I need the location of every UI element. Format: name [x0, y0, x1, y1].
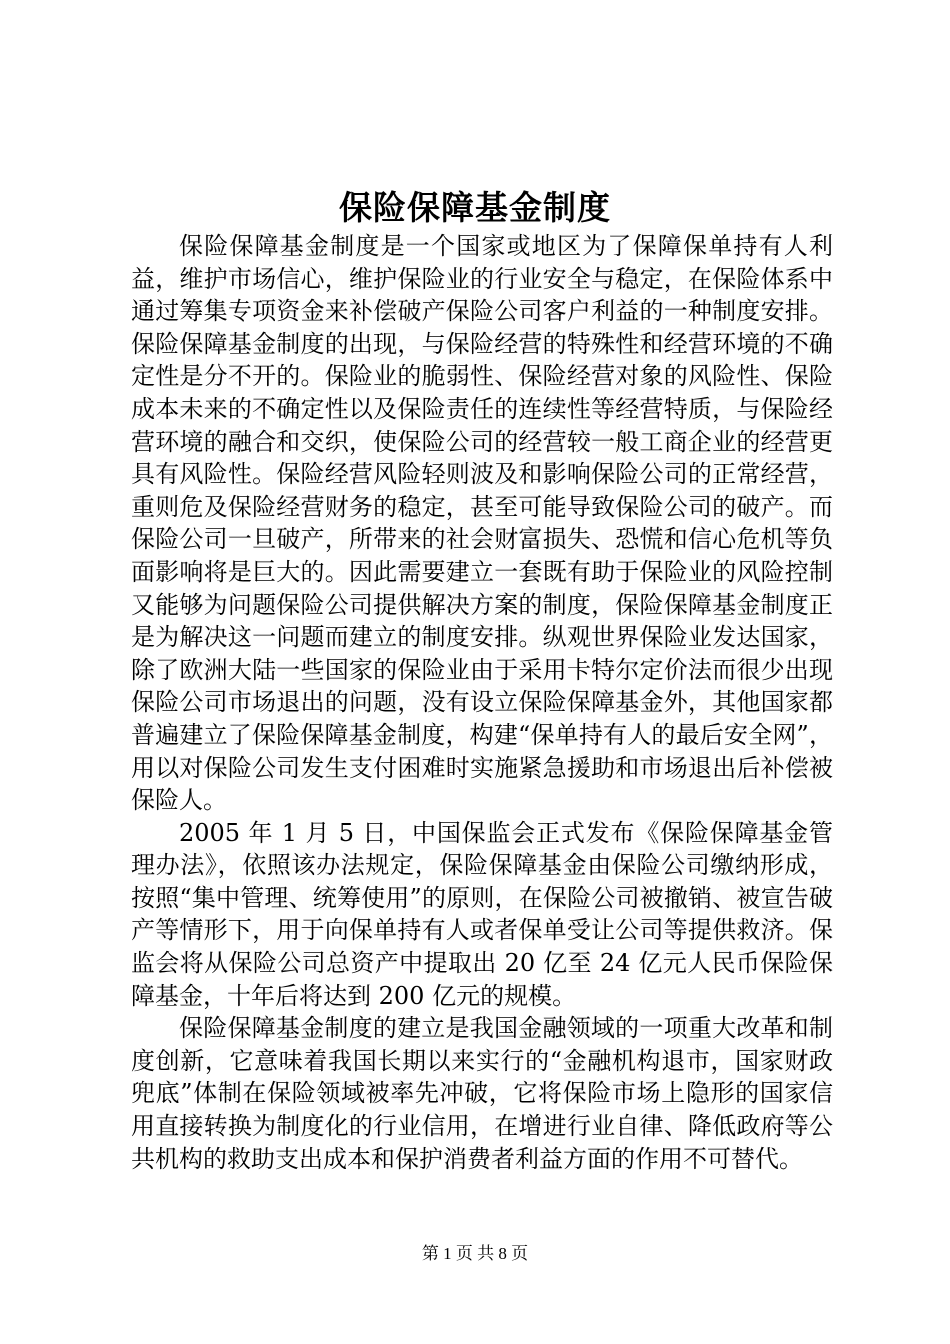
paragraph-2: 2005 年 1 月 5 日，中国保监会正式发布《保险保障基金管理办法》，依照该办法规定，保险保障基金由保险公司缴纳形成，按照“集中管理、统筹使用”的原则，在保险公司被撤销、被宣告破产等情形下，用于向保单持有人或者保单受让公司等提供救济。保监会将从保险公司总资产中提取出 20 亿至 24 亿元人民币保险保障基金，十年后将达到 200 亿元的规模。 — [131, 818, 833, 1010]
document-body — [131, 230, 833, 1175]
paragraph-1: 保险保障基金制度是一个国家或地区为了保障保单持有人利益，维护市场信心，维护保险业的行业安全与稳定，在保险体系中通过筹集专项资金来补偿破产保险公司客户利益的一种制度安排。保险保障基金制度的出现，与保险经营的特殊性和经营环境的不确定性是分不开的。保险业的脆弱性、保险经营对象的风险性、保险成本未来的不确定性以及保险责任的连续性等经营特质，与保险经营环境的融合和交织，使保险公司的经营较一般工商企业的经营更具有风险性。保险经营风险轻则波及和影响保险公司的正常经营，重则危及保险经营财务的稳定，甚至可能导致保险公司的破产。而保险公司一旦破产，所带来的社会财富损失、恐慌和信心危机等负面影响将是巨大的。因此需要建立一套既有助于保险业的风险控制又能够为问题保险公司提供解决方案的制度，保险保障基金制度正是为解决这一问题而建立的制度安排。纵观世界保险业发达国家，除了欧洲大陆一些国家的保险业由于采用卡特尔定价法而很少出现保险公司市场退出的问题，没有设立保险保障基金外，其他国家都普遍建立了保险保障基金制度，构建“保单持有人的最后安全网”，用以对保险公司发生支付困难时实施紧急援助和市场退出后补偿被保险人。 — [131, 232, 833, 815]
page-footer: 第 1 页 共 8 页 — [421, 1244, 529, 1263]
document-title: 保险保障基金制度 — [339, 188, 611, 227]
paragraph-3: 保险保障基金制度的建立是我国金融领域的一项重大改革和制度创新，它意味着我国长期以来实行的“金融机构退市，国家财政兜底”体制在保险领域被率先冲破，它将保险市场上隐形的国家信用直接转换为制度化的行业信用，在增进行业自律、降低政府等公共机构的救助支出成本和保护消费者利益方面的作用不可替代。 — [131, 1014, 833, 1173]
